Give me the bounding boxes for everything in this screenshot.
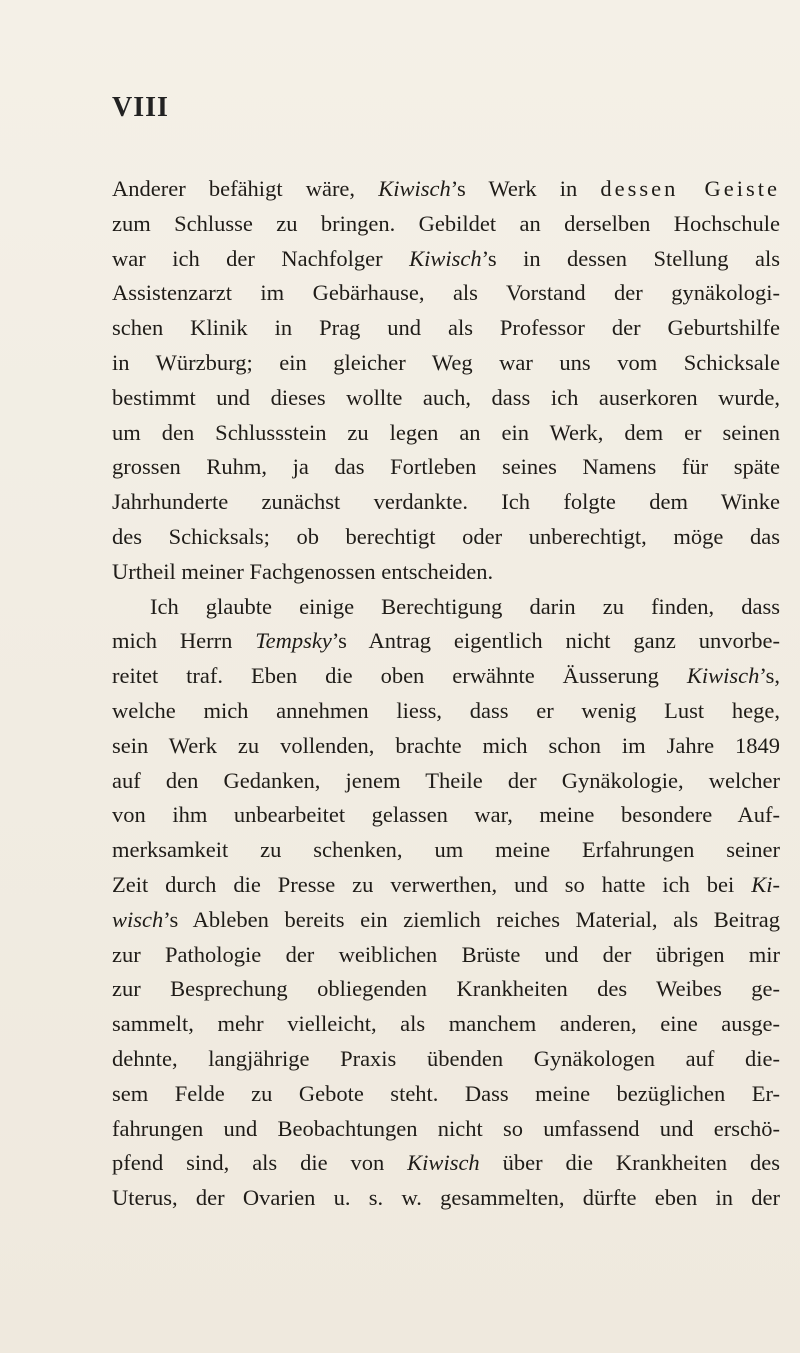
text-line: Zeit durch die Presse zu verwerthen, und so hatte ich bei Ki-: [112, 871, 780, 897]
spaced-emphasis: dessen Geiste: [600, 176, 780, 201]
text-line: Urtheil meiner Fachgenossen entscheiden.: [112, 558, 494, 584]
text-line: sein Werk zu vollenden, brachte mich schon im Jahre 1849: [112, 732, 780, 758]
text-line: welche mich annehmen liess, dass er wenig Lust hege,: [112, 697, 780, 723]
text-line: reitet traf. Eben die oben erwähnte Äusserung Kiwisch’s,: [112, 663, 780, 689]
italic-name: Tempsky: [255, 628, 332, 654]
text-line: zur Pathologie der weiblichen Brüste und der übrigen mir: [112, 941, 780, 967]
text-line: von ihm unbearbeitet gelassen war, meine besondere Auf-: [112, 802, 780, 828]
italic-name: Ki-: [751, 871, 780, 897]
text-line: auf den Gedanken, jenem Theile der Gynäkologie, welcher: [112, 767, 780, 793]
text-line: Assistenzarzt im Gebärhause, als Vorstand der gynäkologi-: [112, 280, 780, 306]
text-line: des Schicksals; ob berechtigt oder unberechtigt, möge das: [112, 523, 780, 549]
text-line: Ich glaubte einige Berechtigung darin zu finden, dass: [150, 593, 780, 619]
text-line: grossen Ruhm, ja das Fortleben seines Namens für späte: [112, 454, 780, 480]
page-number: VIII: [112, 92, 169, 123]
text-line: pfend sind, als die von Kiwisch über die Krankheiten des: [112, 1150, 781, 1176]
text-line: schen Klinik in Prag und als Professor der Geburtshilfe: [112, 315, 780, 341]
text-line: in Würzburg; ein gleicher Weg war uns vom Schicksale: [112, 349, 780, 375]
text-line: bestimmt und dieses wollte auch, dass ich auserkoren wurde,: [112, 384, 780, 410]
text-line: mich Herrn Tempsky’s Antrag eigentlich nicht ganz unvorbe-: [112, 628, 780, 654]
text-line: fahrungen und Beobachtungen nicht so umfassend und erschö-: [112, 1115, 780, 1141]
italic-name: Kiwisch: [686, 663, 760, 689]
italic-name: Kiwisch: [407, 1150, 480, 1176]
body-text: [112, 172, 780, 1216]
text-line: um den Schlussstein zu legen an ein Werk, dem er seinen: [112, 419, 780, 445]
text-line: Anderer befähigt wäre, Kiwisch’s Werk in dessen Geiste: [112, 176, 780, 201]
italic-name: Kiwisch: [409, 245, 482, 271]
text-line: wisch’s Ableben bereits ein ziemlich reiches Material, als Beitrag: [112, 906, 780, 932]
text-line: dehnte, langjährige Praxis übenden Gynäkologen auf die-: [112, 1045, 780, 1071]
text-line: Jahrhunderte zunächst verdankte. Ich folgte dem Winke: [112, 489, 780, 515]
text-line: merksamkeit zu schenken, um meine Erfahrungen seiner: [112, 837, 780, 863]
text-line: Uterus, der Ovarien u. s. w. gesammelten, dürfte eben in der: [112, 1185, 780, 1211]
text-line: sammelt, mehr vielleicht, als manchem anderen, eine ausge-: [112, 1011, 780, 1037]
text-line: zum Schlusse zu bringen. Gebildet an derselben Hochschule: [112, 210, 780, 236]
text-line: sem Felde zu Gebote steht. Dass meine bezüglichen Er-: [112, 1080, 780, 1106]
italic-name: wisch: [112, 906, 164, 932]
text-line: war ich der Nachfolger Kiwisch’s in dessen Stellung als: [112, 245, 780, 271]
text-line: zur Besprechung obliegenden Krankheiten des Weibes ge-: [112, 976, 780, 1002]
italic-name: Kiwisch: [378, 176, 451, 201]
